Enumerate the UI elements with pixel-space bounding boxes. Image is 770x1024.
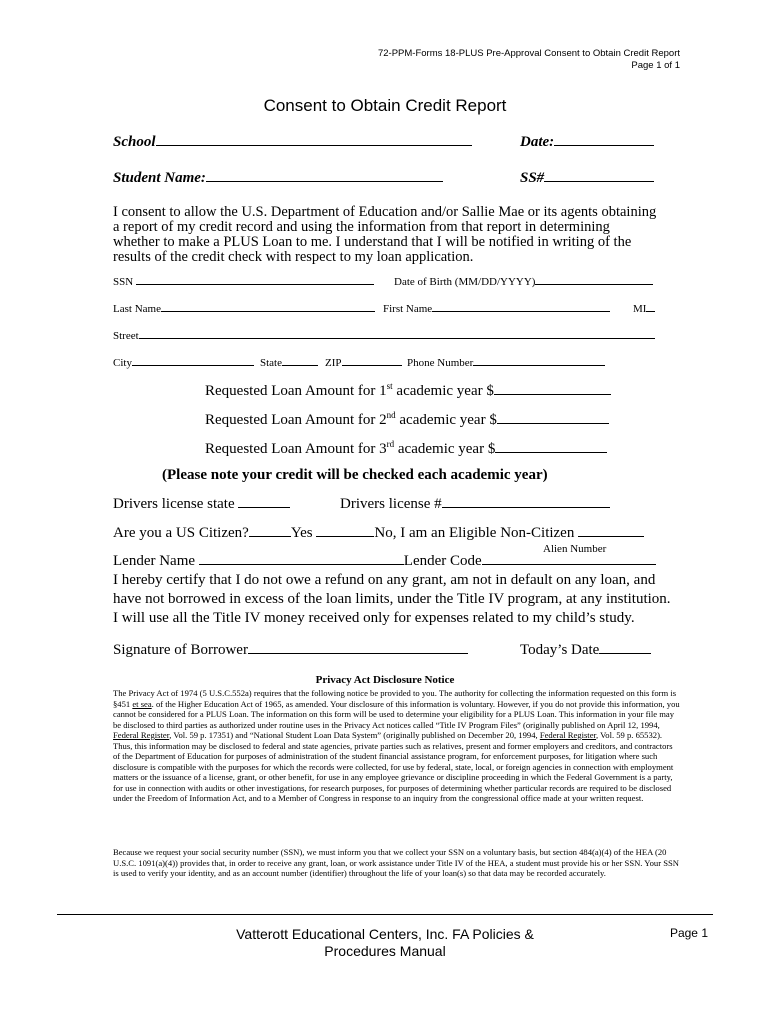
zip-field[interactable] bbox=[325, 357, 402, 369]
citizen-question-label: Are you a US Citizen? bbox=[113, 525, 249, 541]
state-field[interactable] bbox=[260, 357, 318, 369]
credit-check-note: (Please note your credit will be checked each academic year) bbox=[162, 467, 548, 483]
signature-label: Signature of Borrower bbox=[113, 642, 248, 658]
certify-line: I will use all the Title IV money received only for expenses related to my child’s study. bbox=[113, 610, 635, 626]
footer-title-line-2: Procedures Manual bbox=[324, 943, 446, 959]
loan-amount-label: Requested Loan Amount for 2nd academic year $ bbox=[205, 410, 497, 428]
drivers-license-number-label: Drivers license # bbox=[340, 496, 442, 512]
state-label: State bbox=[260, 357, 282, 369]
consent-line: I consent to allow the U.S. Department of Education and/or Sallie Mae or its agents obtaining bbox=[113, 204, 657, 220]
date-field[interactable] bbox=[520, 134, 654, 151]
header-line-2: Page 1 of 1 bbox=[631, 60, 680, 71]
footer-title-line-1: Vatterott Educational Centers, Inc. FA Policies & bbox=[236, 926, 534, 942]
phone-field[interactable] bbox=[407, 357, 605, 369]
city-field[interactable] bbox=[113, 357, 254, 369]
ss-label: SS# bbox=[520, 170, 545, 186]
header-line-1: 72-PPM-Forms 18-PLUS Pre-Approval Consent to Obtain Credit Report bbox=[377, 48, 680, 59]
mi-label: MI bbox=[633, 303, 647, 315]
last-name-label: Last Name bbox=[113, 303, 161, 315]
citizen-question[interactable] bbox=[113, 525, 644, 542]
consent-line: whether to make a PLUS Loan to me. I understand that I will be notified in writing of the bbox=[113, 234, 632, 250]
school-label: School bbox=[113, 134, 156, 150]
lender-row[interactable] bbox=[113, 553, 656, 570]
last-name-field[interactable] bbox=[113, 303, 375, 315]
consent-paragraph bbox=[113, 205, 656, 265]
ss-field[interactable] bbox=[520, 170, 654, 187]
certify-line: I hereby certify that I do not owe a refund on any grant, am not in default on any loan, and bbox=[113, 572, 656, 588]
street-field[interactable] bbox=[113, 330, 655, 342]
loan-amount-year-2[interactable] bbox=[205, 410, 609, 429]
loan-amount-year-1[interactable] bbox=[205, 381, 611, 400]
school-field[interactable] bbox=[113, 134, 472, 151]
student-name-label: Student Name: bbox=[113, 170, 206, 186]
todays-date-label: Today’s Date bbox=[520, 642, 600, 658]
loan-amount-label: Requested Loan Amount for 3rd academic year $ bbox=[205, 439, 496, 457]
citizen-yes-label: Yes bbox=[290, 525, 313, 541]
footer-divider bbox=[57, 914, 713, 915]
dob-label: Date of Birth (MM/DD/YYYY) bbox=[394, 276, 536, 288]
consent-line: results of the credit check with respect to my loan application. bbox=[113, 249, 474, 265]
drivers-license-state-field[interactable] bbox=[113, 496, 290, 513]
page-title: Consent to Obtain Credit Report bbox=[263, 96, 507, 115]
alien-number-label: Alien Number bbox=[543, 543, 607, 555]
lender-name-label: Lender Name bbox=[113, 553, 196, 569]
lender-code-label: Lender Code bbox=[403, 553, 482, 569]
privacy-title: Privacy Act Disclosure Notice bbox=[315, 674, 455, 686]
drivers-license-state-label: Drivers license state bbox=[113, 496, 235, 512]
street-label: Street bbox=[113, 330, 139, 342]
drivers-license-number-field[interactable] bbox=[340, 496, 610, 513]
todays-date-field[interactable] bbox=[520, 642, 651, 659]
phone-label: Phone Number bbox=[407, 357, 474, 369]
zip-label: ZIP bbox=[325, 357, 342, 369]
student-name-field[interactable] bbox=[113, 170, 443, 187]
first-name-label: First Name bbox=[383, 303, 433, 315]
dob-field[interactable] bbox=[394, 276, 653, 288]
ssn-field[interactable] bbox=[113, 276, 374, 288]
certify-line: have not borrowed in excess of the loan limits, under the Title IV program, at any institution. bbox=[113, 591, 671, 607]
privacy-paragraph-2: Because we request your social security number (SSN), we must inform you that we collect your SSN on a voluntary basis, but section 484(a)(4) of the HEA (20 U.S.C. 1091(a)(4)) provides that, in order to receive any grant, loan, or work assistance under Title IV of the HEA, a student must provide his or her SSN. Your SSN is used to verify your identity, and as an account number (identifier) throughout the life of your loan(s) so that data may be recorded accurately. bbox=[113, 847, 679, 878]
city-label: City bbox=[113, 357, 132, 369]
loan-amount-year-3[interactable] bbox=[205, 439, 607, 458]
date-label: Date: bbox=[520, 134, 555, 150]
first-name-field[interactable] bbox=[383, 303, 610, 315]
consent-line: a report of my credit record and using the information from that report in determining bbox=[113, 219, 610, 235]
mi-field[interactable] bbox=[633, 303, 655, 315]
loan-amount-label: Requested Loan Amount for 1st academic year $ bbox=[205, 381, 494, 399]
citizen-no-label: No, I am an Eligible Non-Citizen bbox=[374, 525, 575, 541]
footer-page-number: Page 1 bbox=[669, 926, 708, 940]
certification-paragraph bbox=[113, 571, 671, 628]
ssn-label: SSN bbox=[113, 276, 134, 288]
signature-field[interactable] bbox=[113, 642, 468, 659]
privacy-paragraph-1: The Privacy Act of 1974 (5 U.S.C.552a) requires that the following notice be provided to you. The authority for collecting the information requested on this form is §451 et sea. of the Higher Education Act of 1965, as amended. Your disclosure of this information is voluntary. However, if you do not provide this information, you cannot be considered for a PLUS Loan. The information on this form will be used to determine your eligibility for a PLUS Loan. This information in your file may be disclosed to third parties as authorized under routine uses in the Privacy Act notices called “Title IV Program Files” (originally published on April 12, 1994, Federal Register, Vol. 59 p. 17351) and “National Student Loan Data System” (originally published on December 20, 1994, Federal Register, Vol. 59 p. 65532). Thus, this information may be disclosed to federal and state agencies, private parties such as relatives, present and former employers and creditors, and contractors of the Department of Education for purposes of administration of the student financial assistance program, for enforcement purposes, for litigation where such disclosure is compatible with the purposes for which the records were collected, for use by federal, state, local, or foreign agencies in connection with employment matters or the issuance of a license, grant, or other benefit, for use in any employee grievance or discipline proceeding in which the Federal Government is a party, for use in connection with audits or other investigations, for research purposes, for purposes of determining whether particular records are required to be disclosed under the Freedom of Information Act, and to a Member of Congress in response to an inquiry from the congressional office made at your written request. bbox=[113, 688, 680, 803]
